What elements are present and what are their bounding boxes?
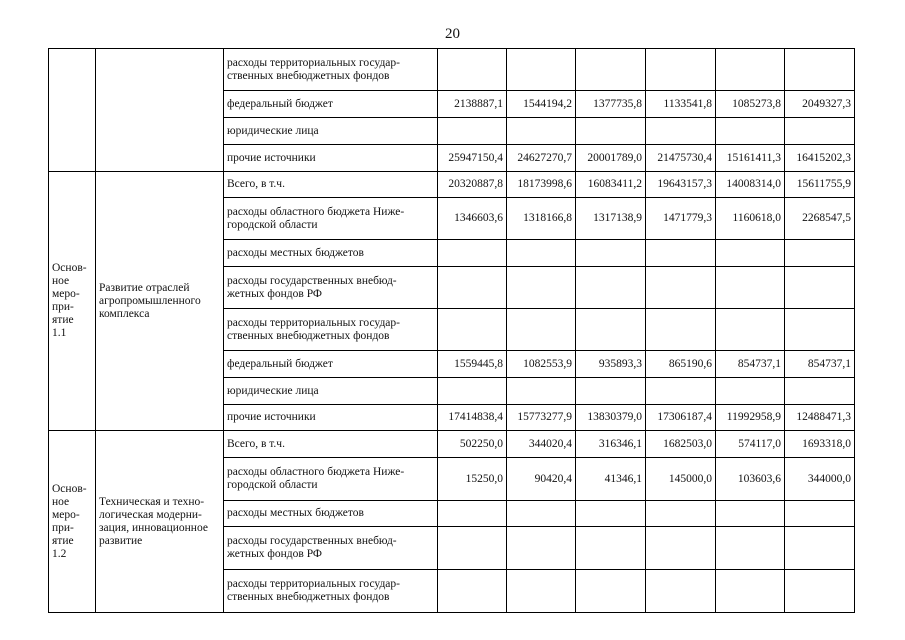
measure-name-line: агропромышленного	[99, 294, 201, 307]
value-cell: 15611755,9	[785, 172, 855, 198]
funding-source-line: Всего, в т.ч.	[227, 178, 285, 190]
measure-code-line: ное	[52, 275, 70, 287]
value-cell: 20320887,8	[438, 172, 507, 198]
funding-source-cell	[224, 198, 438, 240]
measure-code-line: Основ-	[52, 262, 87, 274]
funding-source-cell	[224, 309, 438, 351]
value-cell	[785, 309, 855, 351]
value-cell: 21475730,4	[646, 145, 716, 172]
value-cell: 1160618,0	[716, 198, 785, 240]
value-cell	[507, 501, 576, 527]
value-cell	[507, 267, 576, 309]
funding-source-line: расходы областного бюджета Ниже-	[227, 205, 405, 218]
measure-name-line: логическая модерни-	[99, 508, 202, 521]
value-cell	[646, 501, 716, 527]
value-cell	[438, 570, 507, 613]
value-cell	[507, 378, 576, 405]
value-cell: 502250,0	[438, 431, 507, 458]
measure-code-line: при-	[52, 521, 74, 534]
value-cell: 1082553,9	[507, 351, 576, 378]
value-cell: 18173998,6	[507, 172, 576, 198]
value-cell	[438, 267, 507, 309]
funding-source-line: прочие источники	[227, 151, 316, 164]
funding-source-line: ственных внебюджетных фондов	[227, 329, 390, 342]
funding-source-cell	[224, 378, 438, 405]
value-cell	[507, 570, 576, 613]
value-cell	[507, 240, 576, 267]
value-cell	[785, 118, 855, 145]
value-cell	[716, 240, 785, 267]
funding-source-line: расходы местных бюджетов	[227, 246, 364, 259]
measure-code-cell	[49, 431, 96, 613]
table-row	[49, 172, 855, 198]
value-cell	[438, 49, 507, 91]
value-cell: 15250,0	[438, 458, 507, 501]
value-cell: 12488471,3	[785, 405, 855, 431]
value-cell: 1377735,8	[576, 91, 646, 118]
value-cell: 1471779,3	[646, 198, 716, 240]
funding-source-line: прочие источники	[227, 411, 316, 423]
value-cell	[507, 49, 576, 91]
funding-source-line: расходы местных бюджетов	[227, 507, 364, 519]
value-cell: 344000,0	[785, 458, 855, 501]
value-cell: 1317138,9	[576, 198, 646, 240]
measure-name-line: развитие	[99, 534, 143, 547]
value-cell: 17306187,4	[646, 405, 716, 431]
value-cell	[646, 49, 716, 91]
measure-code-cell	[49, 49, 96, 172]
measure-code-line: 1.1	[52, 327, 67, 339]
value-cell: 316346,1	[576, 431, 646, 458]
measure-code-line: ное	[52, 495, 70, 508]
value-cell: 344020,4	[507, 431, 576, 458]
value-cell	[785, 527, 855, 570]
funding-source-line: жетных фондов РФ	[227, 548, 322, 560]
value-cell	[438, 240, 507, 267]
value-cell: 103603,6	[716, 458, 785, 501]
measure-code-line: меро-	[52, 508, 80, 521]
value-cell	[507, 118, 576, 145]
table-row	[49, 431, 855, 458]
value-cell: 1133541,8	[646, 91, 716, 118]
value-cell	[785, 267, 855, 309]
value-cell: 16083411,2	[576, 172, 646, 198]
value-cell	[646, 527, 716, 570]
measure-name-line: зация, инновационное	[99, 521, 208, 534]
value-cell: 41346,1	[576, 458, 646, 501]
value-cell	[576, 378, 646, 405]
value-cell: 1693318,0	[785, 431, 855, 458]
value-cell	[576, 501, 646, 527]
funding-source-line: юридические лица	[227, 124, 319, 137]
value-cell	[785, 570, 855, 613]
value-cell	[716, 501, 785, 527]
value-cell	[507, 309, 576, 351]
value-cell: 16415202,3	[785, 145, 855, 172]
funding-source-line: расходы территориальных государ-	[227, 316, 400, 329]
funding-source-cell	[224, 405, 438, 431]
value-cell	[716, 267, 785, 309]
measure-name-line: Развитие отраслей	[99, 281, 190, 294]
funding-source-line: федеральный бюджет	[227, 97, 333, 110]
funding-source-line: жетных фондов РФ	[227, 287, 322, 300]
value-cell: 20001789,0	[576, 145, 646, 172]
value-cell: 1544194,2	[507, 91, 576, 118]
funding-source-line: расходы областного бюджета Ниже-	[227, 466, 405, 478]
value-cell	[438, 378, 507, 405]
measure-name-line: комплекса	[99, 307, 150, 320]
value-cell	[438, 527, 507, 570]
measure-code-line: ятие	[52, 534, 74, 547]
value-cell	[576, 309, 646, 351]
value-cell: 15773277,9	[507, 405, 576, 431]
budget-table	[48, 48, 855, 613]
value-cell: 1682503,0	[646, 431, 716, 458]
measure-code-line: при-	[52, 301, 74, 313]
value-cell: 90420,4	[507, 458, 576, 501]
table-row	[49, 49, 855, 91]
value-cell: 145000,0	[646, 458, 716, 501]
value-cell	[785, 378, 855, 405]
value-cell: 17414838,4	[438, 405, 507, 431]
value-cell	[716, 527, 785, 570]
value-cell: 25947150,4	[438, 145, 507, 172]
value-cell	[646, 118, 716, 145]
value-cell: 1559445,8	[438, 351, 507, 378]
funding-source-line: Всего, в т.ч.	[227, 437, 285, 450]
table-body	[49, 49, 855, 613]
value-cell	[646, 570, 716, 613]
funding-source-cell	[224, 431, 438, 458]
funding-source-cell	[224, 351, 438, 378]
measure-name-cell	[96, 431, 224, 613]
value-cell: 2049327,3	[785, 91, 855, 118]
measure-name-cell	[96, 49, 224, 172]
funding-source-cell	[224, 49, 438, 91]
funding-source-cell	[224, 145, 438, 172]
measure-code-line: ятие	[52, 314, 74, 326]
value-cell: 14008314,0	[716, 172, 785, 198]
value-cell	[785, 49, 855, 91]
measure-code-line: меро-	[52, 288, 80, 300]
value-cell	[646, 378, 716, 405]
value-cell	[438, 118, 507, 145]
funding-source-line: федеральный бюджет	[227, 357, 333, 370]
measure-name-cell	[96, 172, 224, 431]
value-cell: 2268547,5	[785, 198, 855, 240]
value-cell	[507, 527, 576, 570]
value-cell	[646, 240, 716, 267]
value-cell: 15161411,3	[716, 145, 785, 172]
funding-source-cell	[224, 458, 438, 501]
value-cell	[576, 240, 646, 267]
value-cell: 24627270,7	[507, 145, 576, 172]
value-cell: 11992958,9	[716, 405, 785, 431]
value-cell: 574117,0	[716, 431, 785, 458]
measure-code-line: 1.2	[52, 547, 67, 560]
value-cell: 1346603,6	[438, 198, 507, 240]
value-cell	[646, 309, 716, 351]
funding-source-line: ственных внебюджетных фондов	[227, 591, 390, 603]
value-cell	[716, 378, 785, 405]
page-number: 20	[445, 26, 460, 42]
measure-code-cell	[49, 172, 96, 431]
funding-source-line: ственных внебюджетных фондов	[227, 69, 390, 82]
value-cell	[785, 501, 855, 527]
value-cell: 1085273,8	[716, 91, 785, 118]
funding-source-line: расходы территориальных государ-	[227, 56, 400, 69]
funding-source-line: расходы территориальных государ-	[227, 578, 400, 590]
value-cell	[576, 570, 646, 613]
value-cell: 865190,6	[646, 351, 716, 378]
value-cell: 1318166,8	[507, 198, 576, 240]
funding-source-cell	[224, 172, 438, 198]
value-cell: 854737,1	[785, 351, 855, 378]
value-cell	[576, 49, 646, 91]
value-cell	[576, 118, 646, 145]
funding-source-cell	[224, 118, 438, 145]
value-cell	[576, 527, 646, 570]
funding-source-cell	[224, 527, 438, 570]
value-cell	[438, 309, 507, 351]
funding-source-cell	[224, 501, 438, 527]
funding-source-cell	[224, 570, 438, 613]
funding-source-line: городской области	[227, 218, 318, 231]
value-cell	[785, 240, 855, 267]
value-cell	[576, 267, 646, 309]
funding-source-cell	[224, 267, 438, 309]
funding-source-line: юридические лица	[227, 384, 319, 397]
value-cell	[438, 501, 507, 527]
funding-source-line: городской области	[227, 479, 318, 491]
value-cell	[646, 267, 716, 309]
value-cell	[716, 570, 785, 613]
value-cell: 854737,1	[716, 351, 785, 378]
measure-code-line: Основ-	[52, 482, 87, 495]
funding-source-cell	[224, 240, 438, 267]
value-cell	[716, 309, 785, 351]
value-cell: 13830379,0	[576, 405, 646, 431]
value-cell: 2138887,1	[438, 91, 507, 118]
funding-source-line: расходы государственных внебюд-	[227, 274, 397, 287]
value-cell: 19643157,3	[646, 172, 716, 198]
value-cell	[716, 118, 785, 145]
funding-source-cell	[224, 91, 438, 118]
value-cell	[716, 49, 785, 91]
value-cell: 935893,3	[576, 351, 646, 378]
measure-name-line: Техническая и техно-	[99, 495, 205, 508]
funding-source-line: расходы государственных внебюд-	[227, 535, 397, 547]
